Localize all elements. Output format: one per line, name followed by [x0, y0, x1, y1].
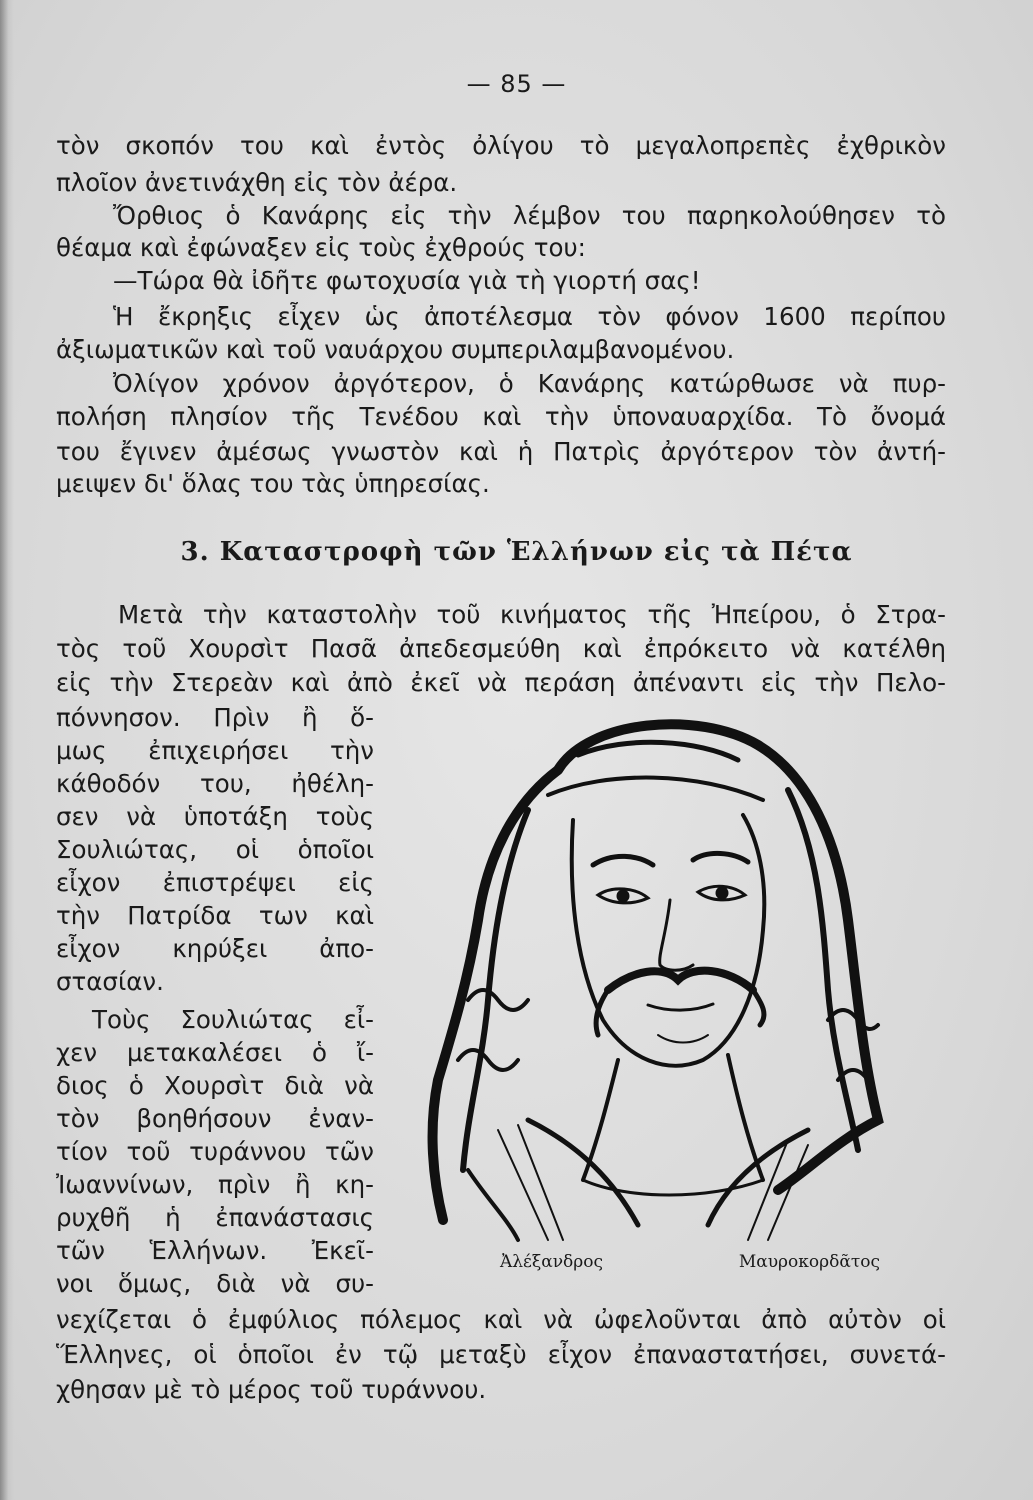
text-line: χθησαν μὲ τὸ μέρος τοῦ τυράννου. — [56, 1375, 487, 1404]
text-line: θέαμα καὶ ἐφώναξεν εἰς τοὺς ἐχθρούς του: — [56, 233, 586, 262]
page-number: — 85 — — [466, 70, 567, 98]
text-line: Ἕλληνες, οἱ ὁποῖοι ἐν τῷ μεταξὺ εἶχον ἐπαναστατήσει, συνετά- — [56, 1340, 946, 1369]
text-line: κάθοδόν του, ἠθέλη- — [56, 769, 374, 798]
text-line: εἰς τὴν Στερεὰν καὶ ἀπὸ ἐκεῖ νὰ περάση ἀπέναντι εἰς τὴν Πελο- — [56, 668, 946, 697]
text-line: στασίαν. — [56, 967, 164, 996]
text-line: Ἡ ἔκρηξις εἶχεν ὡς ἀποτέλεσμα τὸν φόνον 1600 περίπου — [113, 302, 946, 331]
text-line: του ἔγινεν ἀμέσως γνωστὸν καὶ ἡ Πατρὶς ἀργότερον τὸν ἀντή- — [56, 437, 946, 466]
text-line: Ὄρθιος ὁ Κανάρης εἰς τὴν λέμβον του παρηκολούθησεν τὸ — [113, 201, 946, 230]
text-line: εἶχον κηρύξει ἀπο- — [56, 934, 374, 963]
text-line: τῶν Ἑλλήνων. Ἐκεῖ- — [56, 1236, 374, 1265]
text-line: Σουλιώτας, οἱ ὁποῖοι — [56, 835, 374, 864]
text-line: τὸν βοηθήσουν ἐναν- — [56, 1104, 374, 1133]
portrait-caption — [500, 1252, 880, 1272]
text-line: Ὀλίγον χρόνον ἀργότερον, ὁ Κανάρης κατώρθωσε νὰ πυρ- — [113, 369, 946, 398]
text-line: διος ὁ Χουρσὶτ διὰ νὰ — [56, 1071, 374, 1100]
text-line: πολήση πλησίον τῆς Τενέδου καὶ τὴν ὑποναυαρχίδα. Τὸ ὄνομά — [56, 402, 946, 431]
portrait-engraving — [408, 700, 888, 1245]
text-line: —Τώρα θὰ ἰδῆτε φωτοχυσία γιὰ τὴ γιορτή σας! — [113, 266, 701, 295]
section-heading: 3. Καταστροφὴ τῶν Ἑλλήνων εἰς τὰ Πέτα — [180, 537, 853, 567]
text-line: χεν μετακαλέσει ὁ ἴ- — [56, 1038, 374, 1067]
caption-last-name: Μαυροκορδᾶτος — [738, 1252, 880, 1272]
text-line: τίον τοῦ τυράννου τῶν — [56, 1137, 374, 1166]
text-line: Ἰωαννίνων, πρὶν ἢ κη- — [56, 1170, 374, 1199]
caption-first-name: Ἀλέξανδρος — [500, 1252, 604, 1272]
text-line: ἀξιωματικῶν καὶ τοῦ ναυάρχου συμπεριλαμβανομένου. — [56, 335, 735, 364]
text-line: σεν νὰ ὑποτάξη τοὺς — [56, 802, 374, 831]
text-line: μειψεν δι' ὅλας του τὰς ὑπηρεσίας. — [56, 469, 490, 498]
text-line: νοι ὅμως, διὰ νὰ συ- — [56, 1269, 374, 1298]
page-edge-shadow — [0, 0, 14, 1500]
text-line: μως ἐπιχειρήσει τὴν — [56, 736, 374, 765]
text-line: πλοῖον ἀνετινάχθη εἰς τὸν ἀέρα. — [56, 168, 458, 197]
text-line: τὸν σκοπόν του καὶ ἐντὸς ὀλίγου τὸ μεγαλοπρεπὲς ἐχθρικὸν — [56, 131, 946, 160]
text-line: Τοὺς Σουλιώτας εἶ- — [92, 1005, 374, 1034]
text-line: ρυχθῆ ἡ ἐπανάστασις — [56, 1203, 374, 1232]
text-line: εἶχον ἐπιστρέψει εἰς — [56, 868, 374, 897]
text-line: Μετὰ τὴν καταστολὴν τοῦ κινήματος τῆς Ἠπείρου, ὁ Στρα- — [118, 600, 946, 629]
text-line: νεχίζεται ὁ ἐμφύλιος πόλεμος καὶ νὰ ὠφελοῦνται ἀπὸ αὐτὸν οἱ — [56, 1305, 946, 1334]
text-line: πόννησον. Πρὶν ἢ ὅ- — [56, 703, 374, 732]
text-line: τὴν Πατρίδα των καὶ — [56, 901, 374, 930]
text-line: τὸς τοῦ Χουρσὶτ Πασᾶ ἀπεδεσμεύθη καὶ ἐπρόκειτο νὰ κατέλθη — [56, 634, 946, 663]
